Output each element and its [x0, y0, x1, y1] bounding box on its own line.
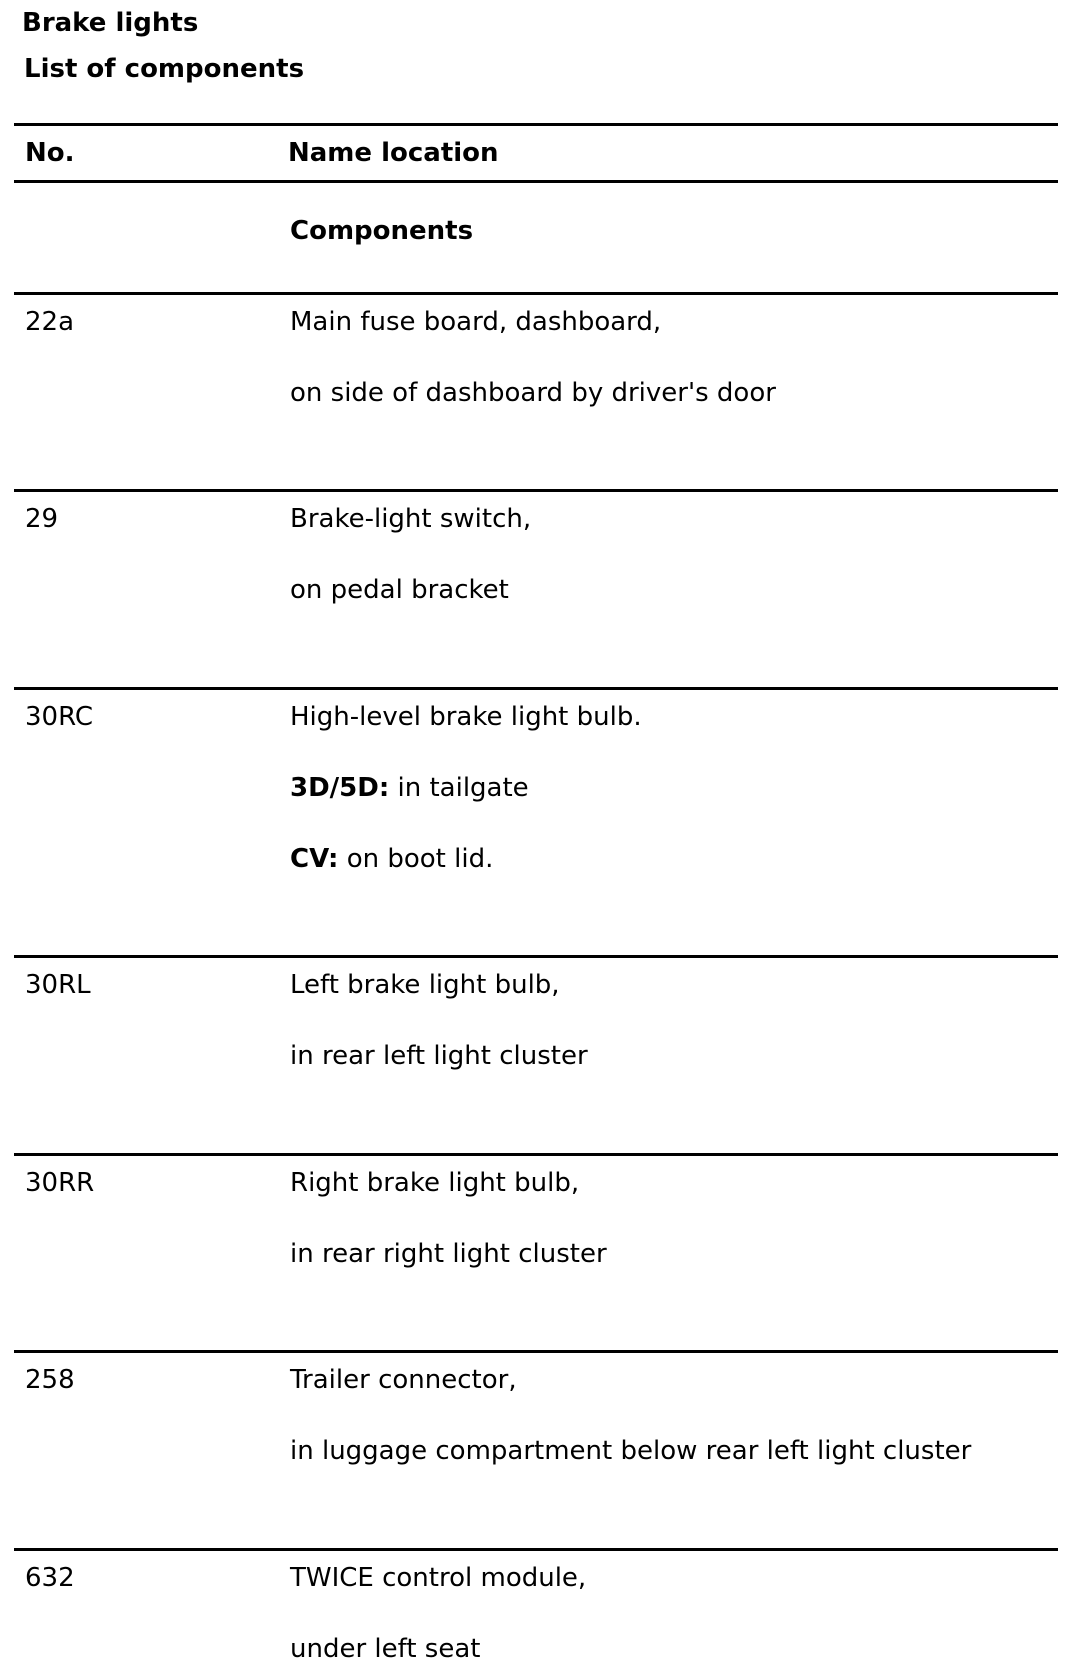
- row-name-line: High-level brake light bulb.: [290, 702, 642, 732]
- row-location-line: on side of dashboard by driver's door: [290, 378, 776, 408]
- row-location-line: in luggage compartment below rear left light cluster: [290, 1436, 972, 1466]
- row-name-line: Trailer connector,: [290, 1365, 517, 1395]
- variant-prefix: 3D/5D:: [290, 773, 390, 803]
- row-number: 29: [25, 504, 59, 534]
- variant-prefix: CV:: [290, 844, 339, 874]
- row-location-line: in rear right light cluster: [290, 1239, 607, 1269]
- row-number: 258: [25, 1365, 75, 1395]
- variant-location: in tailgate: [389, 773, 529, 803]
- row-number: 30RC: [25, 702, 94, 732]
- header-name-location: Name location: [288, 138, 499, 168]
- row-rule: [14, 489, 1058, 492]
- table-top-rule: [14, 123, 1058, 126]
- row-location-line: [290, 771, 529, 805]
- row-rule: [14, 687, 1058, 690]
- header-no: No.: [25, 138, 75, 168]
- row-number: 632: [25, 1563, 75, 1593]
- row-number: 30RL: [25, 970, 91, 1000]
- row-rule: [14, 1153, 1058, 1156]
- variant-location: on boot lid.: [338, 844, 494, 874]
- row-location-line: in rear left light cluster: [290, 1041, 588, 1071]
- row-number: 22a: [25, 307, 75, 337]
- row-name-line: Left brake light bulb,: [290, 970, 560, 1000]
- header-rule: [14, 180, 1058, 183]
- row-number: 30RR: [25, 1168, 95, 1198]
- row-rule: [14, 1350, 1058, 1353]
- row-name-line: Right brake light bulb,: [290, 1168, 580, 1198]
- row-rule: [14, 955, 1058, 958]
- row-location-line: [290, 842, 493, 876]
- row-name-line: Main fuse board, dashboard,: [290, 307, 662, 337]
- row-location-line: under left seat: [290, 1634, 481, 1664]
- row-name-line: TWICE control module,: [290, 1563, 587, 1593]
- page-title: Brake lights: [22, 8, 199, 38]
- row-location-line: on pedal bracket: [290, 575, 509, 605]
- page-subtitle: List of components: [24, 54, 305, 84]
- section-label: Components: [290, 216, 474, 246]
- row-name-line: Brake-light switch,: [290, 504, 532, 534]
- row-rule: [14, 292, 1058, 295]
- row-rule: [14, 1548, 1058, 1551]
